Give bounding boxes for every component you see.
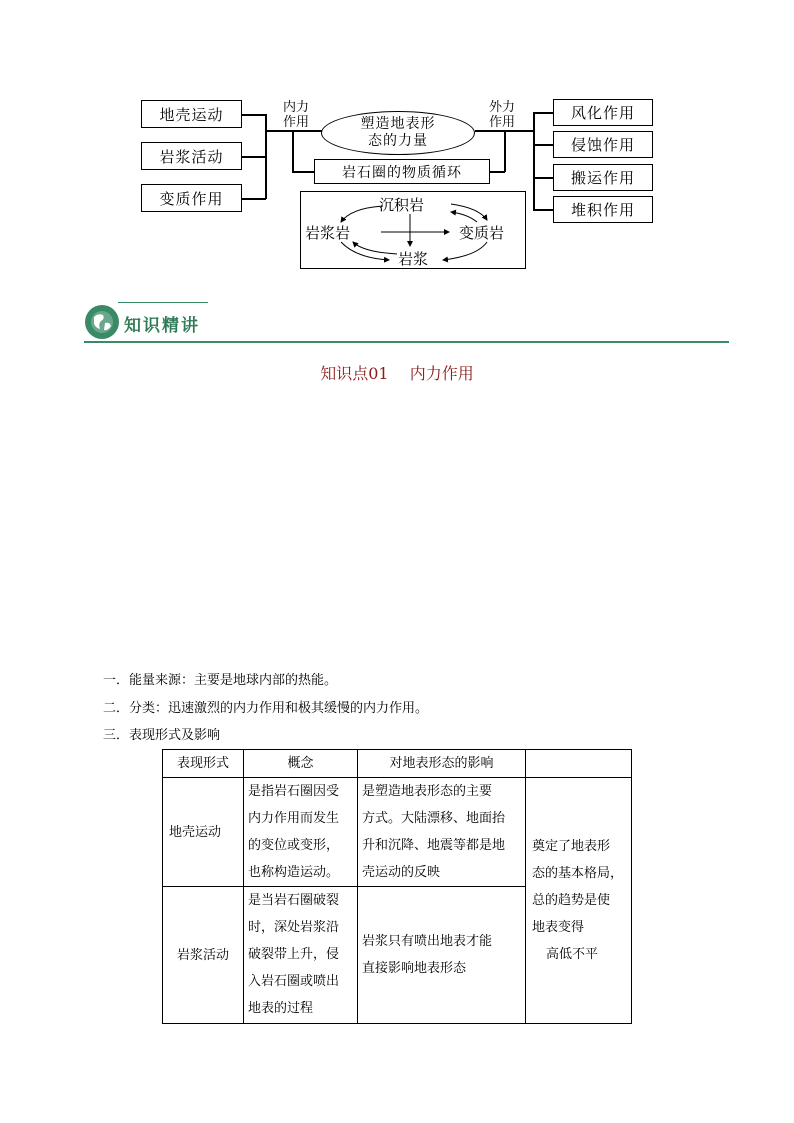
knowledge-point-number: 知识点01 bbox=[320, 364, 389, 383]
concept-line: 时，深处岩浆沿 bbox=[248, 920, 340, 935]
concept-line: 是指岩石圈因受 bbox=[248, 784, 340, 799]
right-box-label: 侵蚀作用 bbox=[570, 136, 635, 154]
connector-line bbox=[533, 209, 553, 211]
inner-force-line1: 内力 bbox=[282, 100, 309, 115]
concept-line: 地表的过程 bbox=[248, 1001, 314, 1016]
concept-line: 是当岩石圈破裂 bbox=[248, 893, 340, 908]
connector-line bbox=[242, 156, 266, 158]
left-box-magma-activity bbox=[141, 142, 242, 170]
right-box-label: 搬运作用 bbox=[570, 169, 635, 187]
table-cell-form: 地壳运动 bbox=[163, 778, 244, 887]
section-heading-text: 知识精讲 bbox=[124, 316, 200, 336]
table-header-cell: 概念 bbox=[244, 750, 358, 778]
left-box-crust-movement bbox=[141, 100, 242, 128]
effect-line: 壳运动的反映 bbox=[362, 865, 441, 880]
effect-line: 直接影响地表形态 bbox=[362, 961, 467, 976]
cycle-node-sedimentary: 沉积岩 bbox=[379, 196, 425, 214]
cycle-node-metamorphic: 变质岩 bbox=[459, 224, 505, 242]
right-box-label: 堆积作用 bbox=[570, 201, 635, 219]
table-cell-effect bbox=[358, 778, 526, 887]
table-cell-effect bbox=[358, 887, 526, 1024]
connector-line bbox=[242, 114, 266, 116]
paragraph-classification: 二．分类：迅速激烈的内力作用和极其缓慢的内力作用。 bbox=[103, 701, 429, 716]
paragraph-energy-source: 一．能量来源：主要是地球内部的热能。 bbox=[103, 673, 338, 688]
rock-cycle-box bbox=[300, 191, 526, 269]
cycle-node-magma: 岩浆 bbox=[398, 250, 429, 268]
connector-line bbox=[242, 198, 266, 200]
table-row bbox=[163, 778, 632, 887]
overall-line: 总的趋势是使 bbox=[532, 893, 611, 908]
center-oval-line2: 态的力量 bbox=[368, 133, 428, 149]
concept-line: 入岩石圈或喷出 bbox=[248, 974, 340, 989]
table-header-row bbox=[163, 750, 632, 778]
right-box-deposition bbox=[553, 196, 653, 223]
outer-force-line2: 作用 bbox=[488, 115, 515, 130]
connector-line bbox=[292, 130, 294, 172]
knowledge-point-name: 内力作用 bbox=[409, 364, 474, 383]
table-header-cell: 对地表形态的影响 bbox=[358, 750, 526, 778]
cycle-title-box bbox=[314, 159, 490, 184]
heading-top-rule bbox=[118, 302, 208, 303]
overall-line: 高低不平 bbox=[546, 947, 599, 962]
connector-line bbox=[504, 130, 506, 172]
overall-line: 奠定了地表形 bbox=[532, 839, 611, 854]
section-heading bbox=[84, 296, 729, 346]
cycle-node-igneous: 岩浆岩 bbox=[305, 224, 351, 242]
outer-force-label bbox=[480, 100, 524, 130]
right-box-transport bbox=[553, 164, 653, 191]
table-cell-concept bbox=[244, 778, 358, 887]
table-cell-form: 岩浆活动 bbox=[163, 887, 244, 1024]
left-box-label: 变质作用 bbox=[159, 189, 224, 208]
left-box-label: 岩浆活动 bbox=[159, 147, 224, 166]
left-box-metamorphism bbox=[141, 184, 242, 212]
table-header-cell: 表现形式 bbox=[163, 750, 244, 778]
effect-line: 方式。大陆漂移、地面抬 bbox=[362, 811, 506, 826]
table-cell-concept bbox=[244, 887, 358, 1024]
table-cell-overall bbox=[526, 778, 632, 1024]
knowledge-point-title bbox=[0, 361, 794, 384]
heading-bottom-rule bbox=[84, 341, 729, 343]
connector-line bbox=[533, 144, 553, 146]
center-oval-line1: 塑造地表形 bbox=[360, 116, 436, 132]
cycle-title-label: 岩石圈的物质循环 bbox=[342, 164, 462, 181]
globe-icon bbox=[84, 304, 120, 340]
concept-line: 破裂带上升，侵 bbox=[248, 947, 340, 962]
right-box-erosion bbox=[553, 131, 653, 158]
connector-line bbox=[533, 177, 553, 179]
center-oval bbox=[321, 111, 475, 155]
connector-line bbox=[265, 114, 267, 199]
effect-line: 升和沉降、地震等都是地 bbox=[362, 838, 506, 853]
connector-line bbox=[533, 112, 553, 114]
overall-line: 地表变得 bbox=[532, 920, 585, 935]
right-box-label: 风化作用 bbox=[570, 104, 635, 122]
overall-line: 态的基本格局， bbox=[532, 866, 624, 881]
connector-line bbox=[490, 171, 505, 173]
effect-line: 是塑造地表形态的主要 bbox=[362, 784, 493, 799]
forms-effects-table bbox=[162, 749, 632, 1024]
concept-line: 的变位或变形， bbox=[248, 838, 340, 853]
outer-force-line1: 外力 bbox=[488, 100, 515, 115]
connector-line bbox=[292, 171, 314, 173]
connector-line bbox=[266, 130, 322, 132]
left-box-label: 地壳运动 bbox=[159, 105, 224, 124]
inner-force-label bbox=[274, 100, 318, 130]
paragraph-forms: 三．表现形式及影响 bbox=[103, 728, 221, 743]
effect-line: 岩浆只有喷出地表才能 bbox=[362, 934, 493, 949]
right-box-weathering bbox=[553, 99, 653, 126]
table-header-cell bbox=[526, 750, 632, 778]
connector-line bbox=[533, 112, 535, 210]
inner-force-line2: 作用 bbox=[282, 115, 309, 130]
concept-line: 内力作用而发生 bbox=[248, 811, 340, 826]
concept-line: 也称构造运动。 bbox=[248, 865, 340, 880]
